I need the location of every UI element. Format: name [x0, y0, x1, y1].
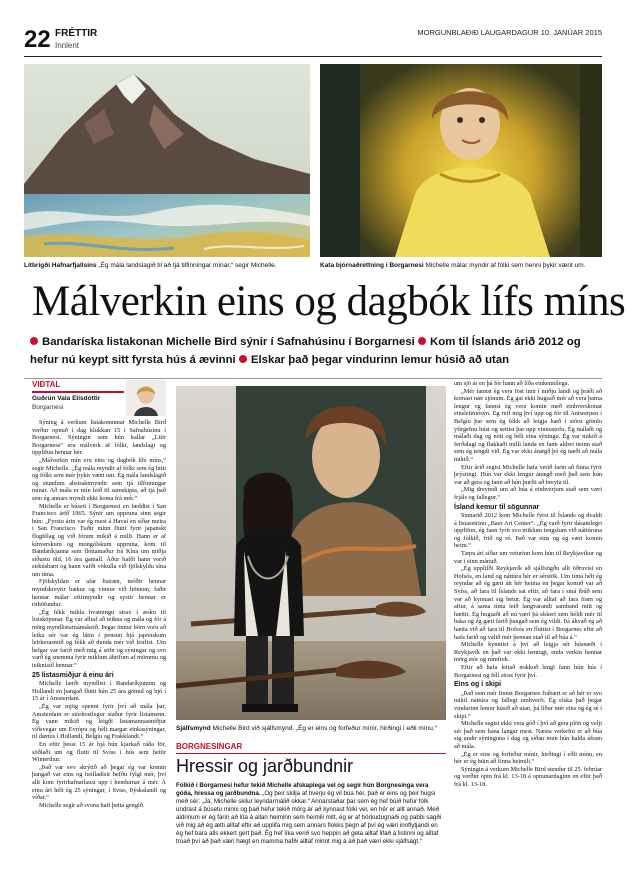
paragraph: En eftir þessi 15 ár hjá hún kjarkað ráða för, söðlaði um og flutti til Svíss í hús sem heitir Winterthur.	[32, 740, 166, 764]
paragraph: Fjölskyldan er afar listræn, móðir hennar myndskreytir bækur og vinnur við hönnun, faðir hennar málar eftirmyndir og systir hennar er rithöfundur.	[32, 578, 166, 609]
infobox-label: BORGNESINGAR	[176, 742, 243, 751]
photo1-caption-bold: Litbrigði Hafnarfjallsins	[24, 262, 97, 269]
subsection-label: Innlent	[55, 41, 80, 50]
photo2-caption-bold: Kata bjórnaðrettning í Borgarnesi	[320, 262, 424, 269]
infobox-rule	[176, 753, 446, 754]
paragraph: Michelle kynntist á því að leigja sér húsnæði í Reykjavík en það var ekki hentugt, enda verkin hennar mörg stór og rúmfrek.	[454, 641, 602, 664]
paragraph: Sýningin á verkum Michelle Bird stendur til 25. febrúar og verður opin frá kl. 13-18 á opnunardaginn en eftir það frá kl. 13-18.	[454, 765, 602, 788]
author-location: Borgarnesi	[32, 404, 64, 411]
headline: Málverkin eins og dagbók lífs míns	[32, 278, 626, 325]
author-photo	[126, 380, 166, 416]
landscape-painting-photo	[24, 64, 310, 257]
bullet-icon	[418, 337, 426, 345]
subheadline	[30, 333, 602, 369]
paragraph: Tæpu ári síðar um veturinn kom hún til Reykjavíkur og var í einn mánuð.	[454, 550, 602, 565]
photo1-caption	[24, 262, 310, 270]
header-rule	[24, 56, 602, 57]
author-name: Guðrún Vala Elísdóttir	[32, 395, 101, 402]
infobox-text: „Og þeir skilja af hverju ég vil búa hér, það er eins og þeir hugsi með sér: „Já, Michelle skilur leyndarmálið okkar.“ Annarstaðar þar sem ég hef búið hefur fólk undrast á búsetu minni og það hefur tekið mörg ár að kynnast fólki vel, en hér er allt annað. Með aldrinum er ég farin að líta á allan heiminn sem heimili mitt, ég er af hörkudugnaði og pabbi sagði við mig að ég ætti alltaf eftir að upplifa mig sem annars flokks þegn af því ég væri innflytjandi en ég hef bara alls ekkert gert það. Ég hef líka verið svo heppin að geta alltaf lifað á listinni og alltaf trúað því að það væri hægt en mamma hafði alltaf minnt mig á að það væri ekki sjálfsagt.“	[176, 790, 442, 845]
byline-rule	[32, 391, 124, 393]
column1-subheading: 25 listasmiðjur á einu ári	[32, 671, 114, 679]
page-number: 22	[24, 26, 51, 53]
photo2-caption-text: Michelle málar myndir af fólki sem henni þykir vænt um.	[423, 262, 586, 269]
subhead-item-3: Elskar það þegar vindurinn lemur húsið að utan	[250, 354, 510, 366]
subhead-rule	[24, 378, 602, 379]
paragraph: „Ég var mjög spennt fyrir því að mála þar, Amsterdam er stórkostlegur staður fyrir listamenn. Ég vann mikið og leigði listamannasmiðjur víðsvegar um Evrópu og hélt margar einkasýningar, til dæmis í Hollandi, Belgíu og Frakklandi.“	[32, 702, 166, 741]
infobox-lead: Fólkið í Borgarnesi hefur tekið Michelle afskaplega vel og segir hún Borgnesinga vera góða, hressa og jarðbundna.	[176, 782, 429, 797]
article-column-1	[32, 419, 166, 881]
paragraph: um sjö ár en þá fór hann að líða einkennilega.	[454, 380, 570, 387]
paragraph: Michelle segist ekki vera góð í því að gera plön og velji sér það sem hana langar mest. Næsta verkefni er að búa sig undir sýninguna í dag og síðan mun hún halda áfram að mála.	[454, 720, 602, 750]
photo2-caption	[320, 262, 602, 270]
paragraph: Sumarið 2012 kom Michelle fyrst til Íslands og dvaldi á listasetrinu „Baer Art Center“. „Ég varð fyrir dásamlegri upplifun, ég fann fyrir svo miklum tengslum við náttúruna og fólkið, frið og ró. Það var eins og ég væri komin heim.“	[454, 512, 602, 550]
masthead-date: MORGUNBLAÐIÐ LAUGARDAGUR 10. JANÚAR 2015	[417, 28, 602, 37]
subhead-item-1: Bandaríska listakonan Michelle Bird sýnir í Safnahúsinu í Borgarnesi	[42, 336, 415, 348]
photo1-caption-text: „Ég mála landslagið til að tjá tilfinningar mínar,“ segir Michelle.	[96, 262, 277, 269]
portrait-painting-photo	[320, 64, 602, 257]
paragraph: „Ég fékk mikla hvatningu strax í æsku til listsköpunar. Ég var alltaf að teikna og mála og fór á mörg myndlistarnámskeið. Þegar önnur börn voru að leika sér var ég látin í pensun hjá japönskum leirkerasmið og fékk að dunda mér við leirlist. Um helgar var farið með mig á söfn og sýningar og svo varð ég snemma fyrir miklum áhrifum af mömmu og teiknistíl hennar.“	[32, 608, 166, 669]
paragraph: „Mig dreymdi um að búa á einhverjum stað sem væri frjáls og fallegur.“	[454, 486, 602, 501]
paragraph: Michelle er búsett í Borgarnesi en fæddist í San Francisco árið 1965. Sýnir um uppruna sinn segir hún: „Fyrstu árin var ég mest á Havaí en síðar meira í San Francisco. Faðir minn flutti fyrir japanskt flugfélag og við fórum mikið á milli. Hann er af kínverskum og mongólskum uppruna, kom til Bandaríkjanna sem flóttamaður frá Kína um miðja síðustu öld, 16 ára gamall. Áður hafði hann verið sirkúsbarn og hann vafði vökulla við fjölskyldu sína um tíma.	[32, 502, 166, 578]
paragraph: „Það sem mér finnst Borgarnes frábært er að hér er svo mikil náttúra og fallegt umhverfi. Ég elska það þegar vindurinn lemur húsið að utan, þá líður mér eins og ég sé í skipi.“	[454, 689, 602, 720]
article-column-3	[454, 380, 602, 881]
column3-subheading: Ísland kemur til sögunnar	[454, 503, 540, 511]
photo3-caption-bold: Sjálfsmynd	[176, 725, 211, 732]
paragraph: „Mér fannst ég vera föst inni í miðju landi og þráði að komast nær sjónum. Ég gat ekki hugsað mér að vera þarna lengur og fannst ég vera komin með einhverskonar einsleitniósýn. Ég reif mig því upp og fór til Antwerpen í Belgíu þar sem ég fékk að leigja hæð í stóru gömlu yfirgefnu húsi og settist þar upp vinnustofu. Ég málaði og málaði dag og nótt og hélt eina sýningu. Ég var mikið á ferðalagi og flakkaði milli landa en fann aldrei neinn stað sem ég tengdi við. Ég var ekki ánægð þó ég næði að mála mikið.“	[454, 387, 602, 463]
photo3-caption-text: Michelle Bird við sjálfsmynd. „Ég er eins og forfeður mínir, hirðingi í eðli mínu.“	[210, 725, 437, 732]
paragraph: Michelle lærði myndlist í Bandaríkjunum og Hollandi en þangað flutti hún 25 ára gömul og bjó í 15 ár í Amsterdam.	[32, 680, 166, 703]
artist-portrait-photo	[176, 386, 446, 720]
article-type-label: VIÐTAL	[32, 380, 61, 389]
subhead-item-2: Kom til Íslands árið 2012 og hefur nú keypt sitt fyrsta hús á ævinni	[30, 336, 581, 366]
infobox-title: Hressir og jarðbundnir	[176, 756, 354, 776]
paragraph: „Ég er eins og forfeður mínir, hirðingi í eðli mínu, en hér er ég búin að finna heimili.“	[454, 750, 602, 766]
paragraph: „Málverkin mín eru eins og dagbók lífs míns,“ segir Michelle. „Ég mála myndir af fólki sem ég hitti og fólki sem mér þykir vænt um. Ég mála landslagið og stundum abstraktmyndir sem tjá tilfinningar mínar. Að mála er mín leið til samskipta, að tjá það sem ég annars myndi ekki koma frá mér.“	[32, 456, 166, 502]
paragraph: Sýning á verkum listakonunnar Michelle Bird verður opnuð í dag klukkan 15 í Safnahúsinu í Borgarnesi. Sýningin sem hún kallar „Litir Borgarness“ eru málverk af fólki, landslagi og upplifun hennar hér.	[32, 419, 166, 457]
column3-subheading-2: Eins og í skipi	[454, 681, 502, 689]
section-label: FRÉTTIR	[55, 28, 98, 39]
photo3-caption	[176, 725, 446, 733]
paragraph: „Það var svo skrýtið að þegar ég var komin þangað var eins og heilladísir hefðu fylgt mér, því allt kom fyrirhafnarlaust upp í hendurnar á mér. Á einu ári hélt ég 25 sýningar, í Sviss, Þýskalandi og víðar.“	[32, 763, 166, 802]
paragraph: „Ég upplifði Reykjavík að sjálfsögðu allt öðruvísi en Hofsós, en land og náttúra hér er sérstök. Um tíma hélt ég reyndar að ég gæti átt hér heima en þegar komið var að Svíss, að fara til Íslands sat eftir, að fara í smá íbúð sem var að kynnast sig betur. Ég var alltaf að fara fram og aftur, á sama tíma leið langvarandi samband mitt og hættir. Ég hugsaði að nú væri þá ekkert sem héldi mér til baka og ég gæti farið þangað sem ég vildi. Þá ákvað ég að hætta við að fara til Hofsós en fluttist í Borgarnes eftir að hafa farið og valið mér þennan stað til að búa á.“	[454, 565, 602, 641]
paragraph: Eftir árið segist Michelle hafa verið farin að finna fyrir þrýstingi. Hún var ekki lengur ánægð með það sem hún var að gera og fann að hún þurfti að breyta til.	[454, 463, 602, 486]
paragraph: Michelle segir að svona hafi þetta gengið.	[39, 801, 145, 809]
bullet-icon	[30, 337, 38, 345]
bullet-icon	[239, 355, 247, 363]
infobox-body	[176, 782, 446, 846]
paragraph: Eftir að hafa leitað nokkuð lengi fann hún hús í Borgarnesi og féll strax fyrir því.	[454, 663, 602, 679]
